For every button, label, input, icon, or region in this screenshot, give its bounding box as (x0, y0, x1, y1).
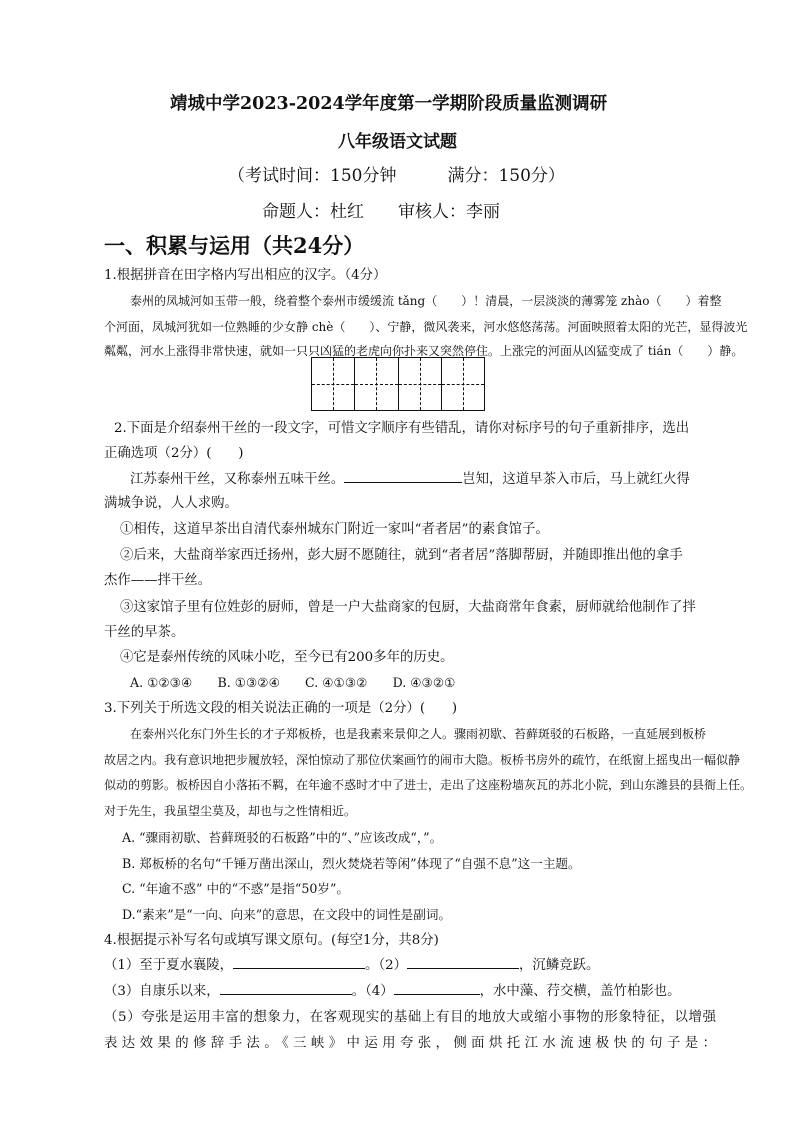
q4-line (104, 980, 681, 999)
q2-sentence: 杰作——拌干丝。 (104, 573, 212, 588)
exam-subtitle: 八年级语文试题 (338, 132, 457, 152)
q3-option-b: B. 郑板桥的名句“千锤万凿出深山，烈火焚烧若等闲”体现了“自强不息”这一主题。 (122, 856, 581, 871)
q3-option-a: A. “骤雨初歇、苔藓斑驳的石板路”中的“、”应该改成“，”。 (122, 830, 443, 845)
exam-title: 靖城中学2023-2024学年度第一学期阶段质量监测调研 (170, 94, 608, 114)
q2-sentence: ④它是泰州传统的风味小吃，至今已有200多年的历史。 (120, 650, 454, 665)
answer-blank[interactable] (407, 967, 519, 969)
q2-sentence: ③这家馆子里有位姓彭的厨师，曾是一户大盐商家的包厨，大盐商常年食素，厨师就给他制作了拌 (120, 600, 696, 615)
grid-cell[interactable] (355, 358, 398, 410)
q4-text: （1）至于夏水襄陵， (104, 958, 234, 973)
q1-passage-line: 个河面，凤城河犹如一位熟睡的少女静 chè（ ）、宁静，微风袭来，河水悠悠荡荡。河面映照着太阳的光芒，显得波光 (104, 320, 748, 334)
q4-line: （5）夸张是运用丰富的想象力，在客观现实的基础上有目的地放大或缩小事物的形象特征，以增强 (104, 1010, 716, 1025)
q4-text: ，水中藻、荇交横，盖竹柏影也。 (479, 984, 681, 999)
q1-stem: 1.根据拼音在田字格内写出相应的汉字。（4分） (104, 268, 387, 283)
q4-text: ，沉鳞竞跃。 (519, 958, 600, 973)
q2-intro-text: 江苏泰州干丝，又称泰州五味干丝。 (130, 472, 345, 487)
q4-stem: 4.根据提示补写名句或填写课文原句。(每空1分，共8分) (104, 933, 439, 948)
q2-sentence: ②后来，大盐商举家西迁扬州，彭大厨不愿随往，就到“者者居”落脚帮厨，并随即推出他的拿手 (120, 548, 683, 563)
tianzige-grid[interactable] (311, 357, 485, 411)
answer-blank[interactable] (394, 993, 480, 995)
q3-stem: 3.下列关于所选文段的相关说法正确的一项是（2分）( ) (104, 701, 458, 716)
answer-blank[interactable] (233, 967, 365, 969)
q4-text: （3）自康乐以来， (104, 984, 220, 999)
grid-cell[interactable] (399, 358, 442, 410)
answer-blank[interactable] (220, 993, 352, 995)
q2-stem: 2.下面是介绍泰州干丝的一段文字，可惜文字顺序有些错乱，请你对标序号的句子重新排序，选出 (114, 421, 690, 436)
q2-stem: 正确选项（2分）( ) (104, 446, 244, 461)
exam-time-info: （考试时间：150分钟 满分：150分） (228, 166, 565, 186)
q2-intro (130, 468, 690, 487)
q1-passage-line: 泰州的凤城河如玉带一般，绕着整个泰州市缓缓流 tǎng（ ）！清晨，一层淡淡的薄雾笼 zhào（ ）着整 (130, 294, 722, 308)
grid-cell[interactable] (442, 358, 484, 410)
q3-passage-line: 似动的剪影。板桥因自小落拓不羁，在年逾不惑时才中了进士，走出了这座粉墙灰瓦的苏北小院，到山东潍县的县衙上任。 (104, 778, 753, 792)
q3-passage-line: 故居之内。我有意识地把步履放轻，深怕惊动了那位伏案画竹的闹市大隐。板桥书房外的疏竹，在纸窗上摇曳出一幅似静 (104, 753, 741, 767)
q2-sentence: 干丝的早茶。 (104, 625, 185, 640)
q4-line: 表达效果的修辞手法。《三峡》中运用夸张，侧面烘托江水流速极快的句子是： (104, 1036, 716, 1051)
q3-passage-line: 对于先生，我虽望尘莫及，却也与之性情相近。 (104, 804, 357, 818)
q3-passage-line: 在泰州兴化东门外生长的才子郑板桥，也是我素来景仰之人。骤雨初歇、苔藓斑驳的石板路，一直延展到板桥 (130, 727, 707, 741)
section-heading: 一、积累与运用（共24分） (104, 233, 365, 258)
exam-authors: 命题人：杜红 审核人：李丽 (262, 202, 500, 222)
q2-options: A. ①②③④ B. ①③②④ C. ④①③② D. ④③②① (130, 675, 456, 690)
q2-intro: 满城争说，人人求购。 (104, 496, 238, 511)
grid-cell[interactable] (312, 358, 355, 410)
q3-option-d: D.“素来”是“一向、向来”的意思，在文段中的词性是副词。 (122, 907, 452, 922)
q3-option-c: C. “年逾不惑” 中的“不惑”是指“50岁”。 (122, 881, 349, 896)
q4-text: 。（4） (351, 984, 394, 999)
q2-sentence: ①相传，这道早茶出自清代泰州城东门附近一家叫“者者居”的素食馆子。 (120, 522, 549, 537)
q4-line (104, 954, 599, 973)
answer-blank[interactable] (344, 481, 462, 483)
q4-text: 。（2） (365, 958, 408, 973)
q2-intro-text: 岂知，这道早茶入市后，马上就红火得 (462, 472, 690, 487)
q1-passage-line: 粼粼，河水上涨得非常快速，就如一只只凶猛的老虎向你扑来又突然停住。上涨完的河面从凶猛变成了 tián（ ）静。 (104, 344, 744, 358)
